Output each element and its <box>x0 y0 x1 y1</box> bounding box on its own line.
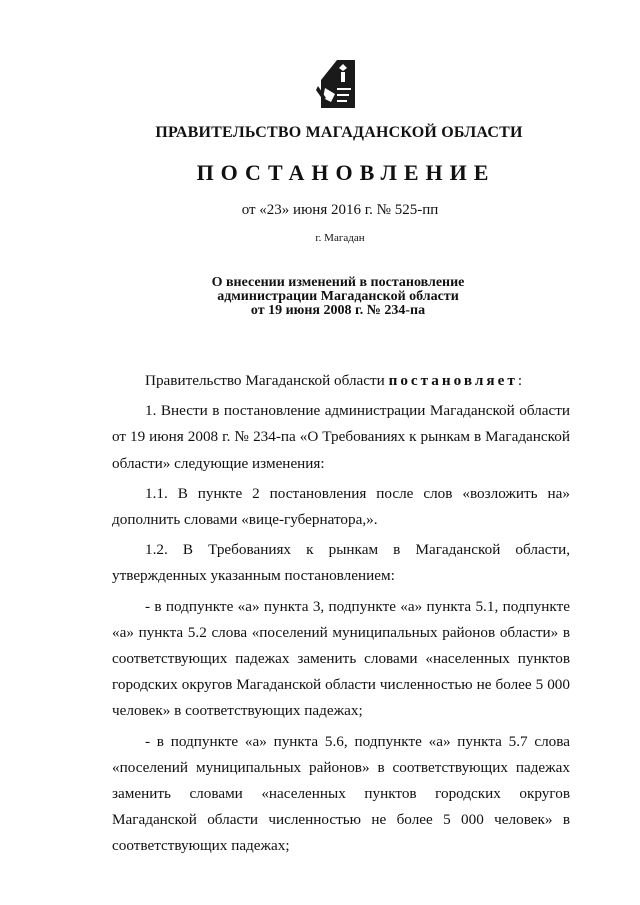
subject-line-2: администрации Магаданской области <box>217 289 459 304</box>
paragraph-1-2: 1.2. В Требованиях к рынкам в Магаданской области, утвержденных указанным постановлением: <box>112 541 570 585</box>
paragraph-1-1: 1.1. В пункте 2 постановления после слов «возложить на» дополнить словами «вице-губернатора,». <box>112 484 570 529</box>
document-subject <box>0 276 640 318</box>
paragraph-1-2-a: - в подпункте «а» пункта 3, подпункте «а» пункта 5.1, подпункте «а» пункта 5.2 слова «поселений муниципальных районов области» в соответствующих падежах заменить словами «населенных пунктов городских округов Магаданской области численностью не более 5 000 человек» в соответствующих падежах; <box>112 597 570 720</box>
document-city: г. Магадан <box>315 232 365 244</box>
intro-suffix: : <box>517 372 523 389</box>
intro-prefix: Правительство Магаданской области <box>145 372 389 389</box>
document-type: ПОСТАНОВЛЕНИЕ <box>196 160 496 185</box>
decree-word: постановляет <box>388 372 518 389</box>
coat-of-arms-icon <box>315 58 357 110</box>
paragraph-1-2-b: - в подпункте «а» пункта 5.6, подпункте «а» пункта 5.7 слова «поселений муниципальных районов» в соответствующих падежах заменить словами «населенных пунктов городских округов Магаданской области численностью не более 5 000 человек» в соответствующих падежах; <box>112 732 570 855</box>
document-body <box>112 368 570 864</box>
paragraph-1: 1. Внести в постановление администрации Магаданской области от 19 июня 2008 г. № 234-па «О Требованиях к рынкам в Магаданской области» следующие изменения: <box>112 402 570 472</box>
subject-line-1: О внесении изменений в постановление <box>211 275 465 290</box>
document-date-number: от «23» июня 2016 г. № 525-пп <box>241 202 439 218</box>
subject-line-3: от 19 июня 2008 г. № 234-па <box>250 303 426 318</box>
intro-paragraph <box>112 368 570 394</box>
organization-title: ПРАВИТЕЛЬСТВО МАГАДАНСКОЙ ОБЛАСТИ <box>155 124 523 141</box>
